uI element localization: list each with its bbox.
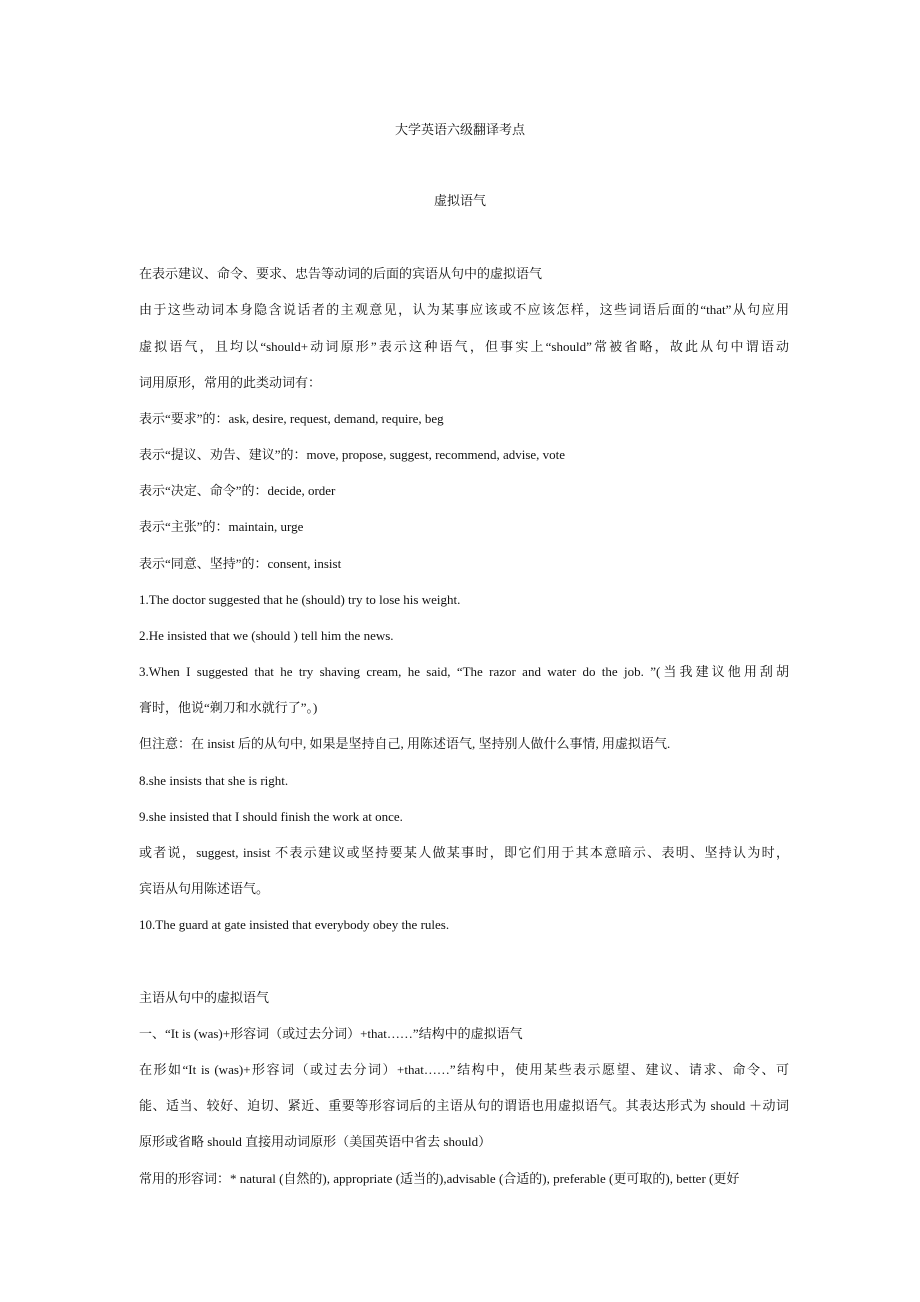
paragraph-line: 虚拟语气，且均以“should+动词原形”表示这种语气，但事实上“should”常被省略，故此从句中谓语动 [139, 339, 789, 354]
paragraph-line: 表示“提议、劝告、建议”的：move, propose, suggest, recommend, advise, vote [139, 447, 566, 462]
paragraph-line: 宾语从句用陈述语气。 [139, 881, 270, 896]
example-sentence: 1.The doctor suggested that he (should) try to lose his weight. [139, 592, 461, 607]
section-title: 虚拟语气 [433, 193, 486, 208]
paragraph-line: 或者说，suggest, insist 不表示建议或坚持要某人做某事时，即它们用于其本意暗示、表明、坚持认为时， [139, 845, 789, 860]
paragraph-line: 由于这些动词本身隐含说话者的主观意见，认为某事应该或不应该怎样，这些词语后面的“that”从句应用 [139, 302, 789, 317]
example-sentence: 膏时，他说“剃刀和水就行了”。) [139, 700, 318, 715]
paragraph-line: 表示“要求”的：ask, desire, request, demand, require, beg [139, 411, 444, 426]
paragraph-line: 常用的形容词：* natural (自然的), appropriate (适当的),advisable (合适的), preferable (更可取的), better (更好 [139, 1171, 740, 1186]
document-title: 大学英语六级翻译考点 [394, 122, 525, 137]
paragraph-line: 一、“It is (was)+形容词（或过去分词）+that……”结构中的虚拟语气 [139, 1026, 523, 1041]
paragraph-line: 在形如“It is (was)+形容词（或过去分词）+that……”结构中，使用某些表示愿望、建议、请求、命令、可 [139, 1062, 789, 1077]
paragraph-line: 能、适当、较好、迫切、紧近、重要等形容词后的主语从句的谓语也用虚拟语气。其表达形式为 should ＋动词 [139, 1098, 789, 1113]
example-sentence: 2.He insisted that we (should ) tell him the news. [139, 628, 394, 643]
paragraph-line: 但注意：在 insist 后的从句中, 如果是坚持自己, 用陈述语气, 坚持别人做什么事情, 用虚拟语气. [139, 736, 671, 751]
example-sentence: 10.The guard at gate insisted that everybody obey the rules. [139, 917, 450, 932]
paragraph-line: 原形或省略 should 直接用动词原形（美国英语中省去 should） [139, 1134, 492, 1149]
paragraph-line: 在表示建议、命令、要求、忠告等动词的后面的宾语从句中的虚拟语气 [139, 266, 543, 281]
subsection-heading: 主语从句中的虚拟语气 [139, 990, 270, 1005]
paragraph-line: 表示“决定、命令”的：decide, order [139, 483, 336, 498]
example-sentence: 9.she insisted that I should finish the work at once. [139, 809, 403, 824]
example-sentence: 8.she insists that she is right. [139, 773, 289, 788]
paragraph-line: 词用原形，常用的此类动词有： [139, 375, 322, 390]
paragraph-line: 表示“主张”的：maintain, urge [139, 519, 304, 534]
paragraph-line: 表示“同意、坚持”的：consent, insist [139, 556, 342, 571]
example-sentence: 3.When I suggested that he try shaving cream, he said, “The razor and water do the job. ”(当我建议他用刮胡 [139, 664, 789, 679]
